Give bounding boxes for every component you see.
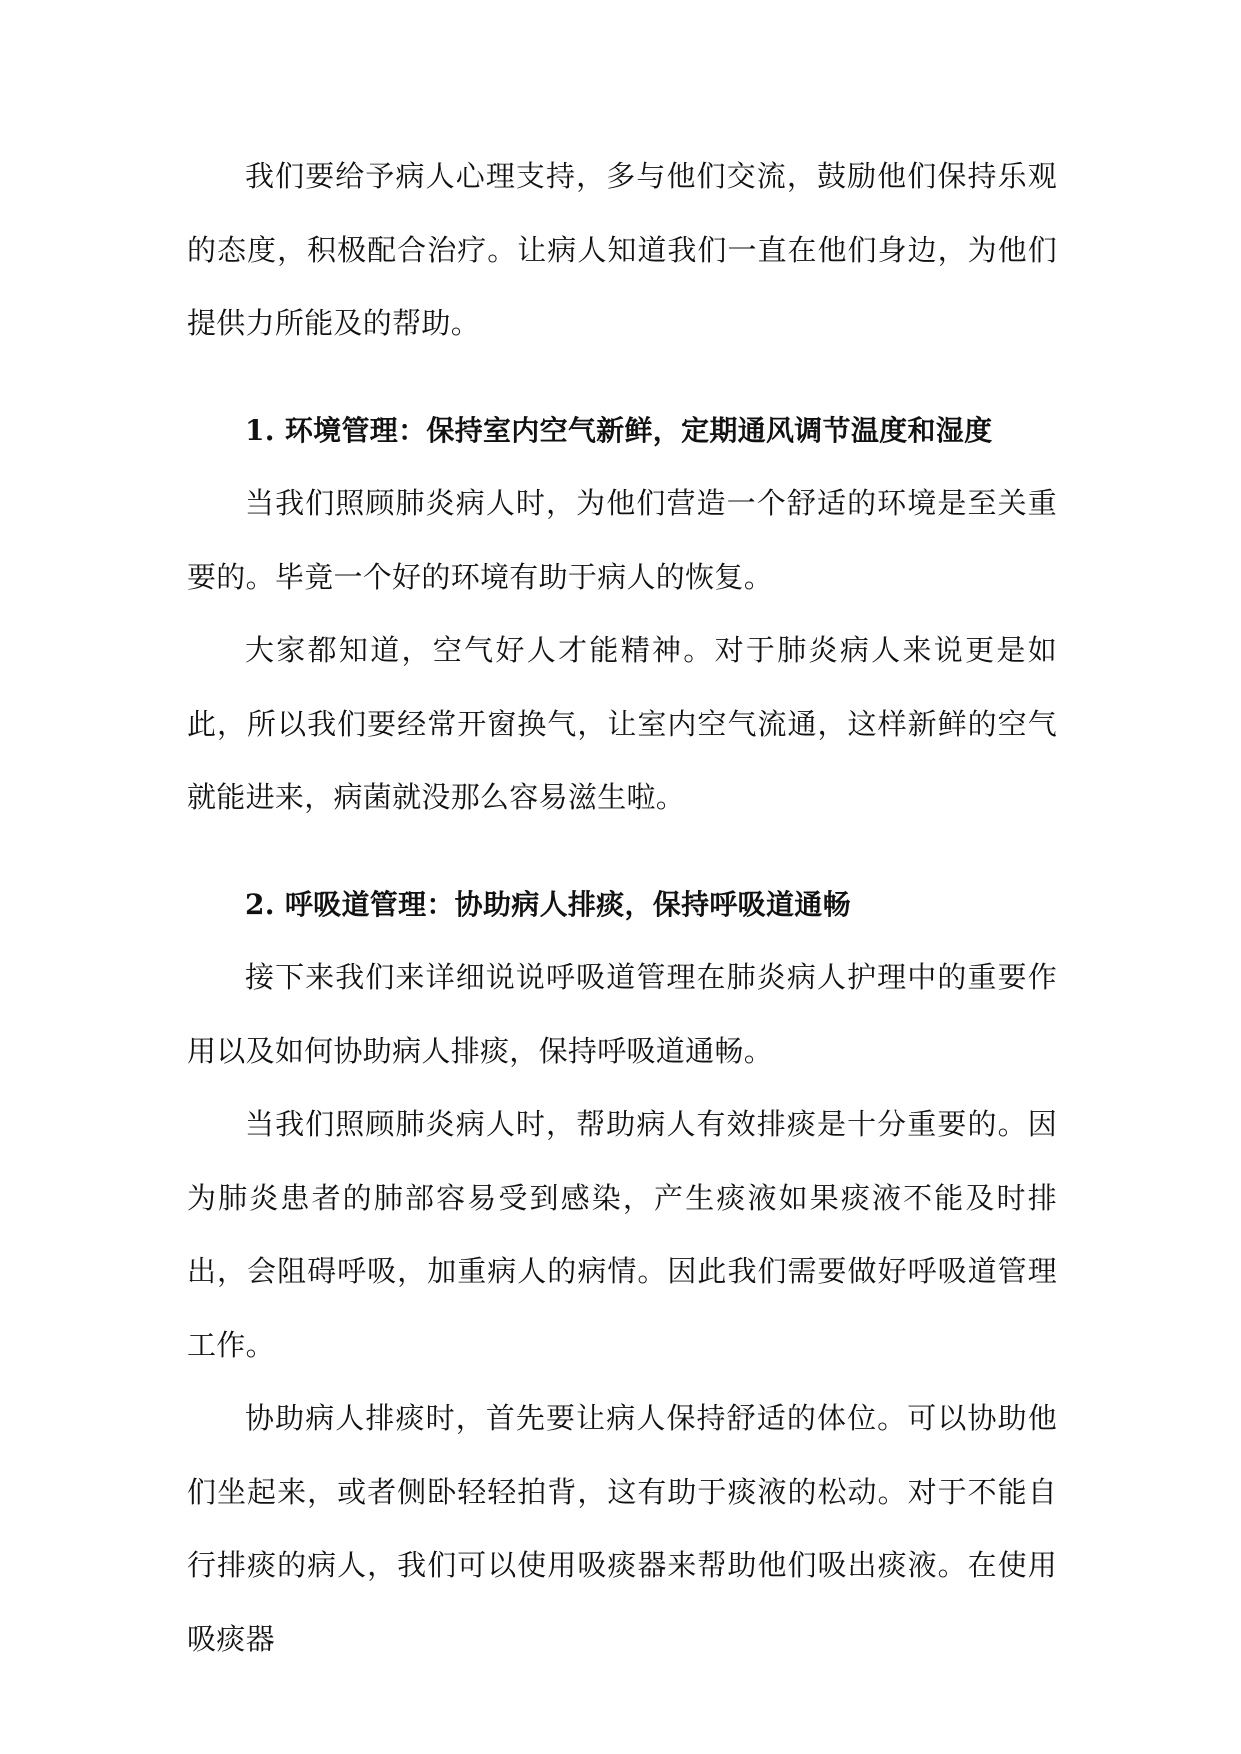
- section-spacer: [187, 361, 1057, 394]
- section-1-paragraph-2: 大家都知道，空气好人才能精神。对于肺炎病人来说更是如此，所以我们要经常开窗换气，让室内空气流通，这样新鲜的空气就能进来，病菌就没那么容易滋生啦。: [187, 633, 1057, 814]
- document-body: [187, 140, 1057, 1676]
- section-2-paragraph-1: 接下来我们来详细说说呼吸道管理在肺炎病人护理中的重要作用以及如何协助病人排痰，保持呼吸道通畅。: [187, 960, 1057, 1068]
- section-2-paragraph-3: 协助病人排痰时，首先要让病人保持舒适的体位。可以协助他们坐起来，或者侧卧轻轻拍背，这有助于痰液的松动。对于不能自行排痰的病人，我们可以使用吸痰器来帮助他们吸出痰液。在使用吸痰器: [187, 1401, 1057, 1656]
- section-1-heading: 1. 环境管理：保持室内空气新鲜，定期通风调节温度和湿度: [245, 413, 993, 447]
- section-1-paragraph-1: 当我们照顾肺炎病人时，为他们营造一个舒适的环境是至关重要的。毕竟一个好的环境有助于病人的恢复。: [187, 486, 1057, 594]
- section-2-paragraph-2: 当我们照顾肺炎病人时，帮助病人有效排痰是十分重要的。因为肺炎患者的肺部容易受到感染，产生痰液如果痰液不能及时排出，会阻碍呼吸，加重病人的病情。因此我们需要做好呼吸道管理工作。: [187, 1107, 1057, 1362]
- section-spacer: [187, 835, 1057, 868]
- section-2-heading: 2. 呼吸道管理：协助病人排痰，保持呼吸道通畅: [245, 887, 851, 921]
- intro-paragraph: 我们要给予病人心理支持，多与他们交流，鼓励他们保持乐观的态度，积极配合治疗。让病人知道我们一直在他们身边，为他们提供力所能及的帮助。: [187, 159, 1057, 340]
